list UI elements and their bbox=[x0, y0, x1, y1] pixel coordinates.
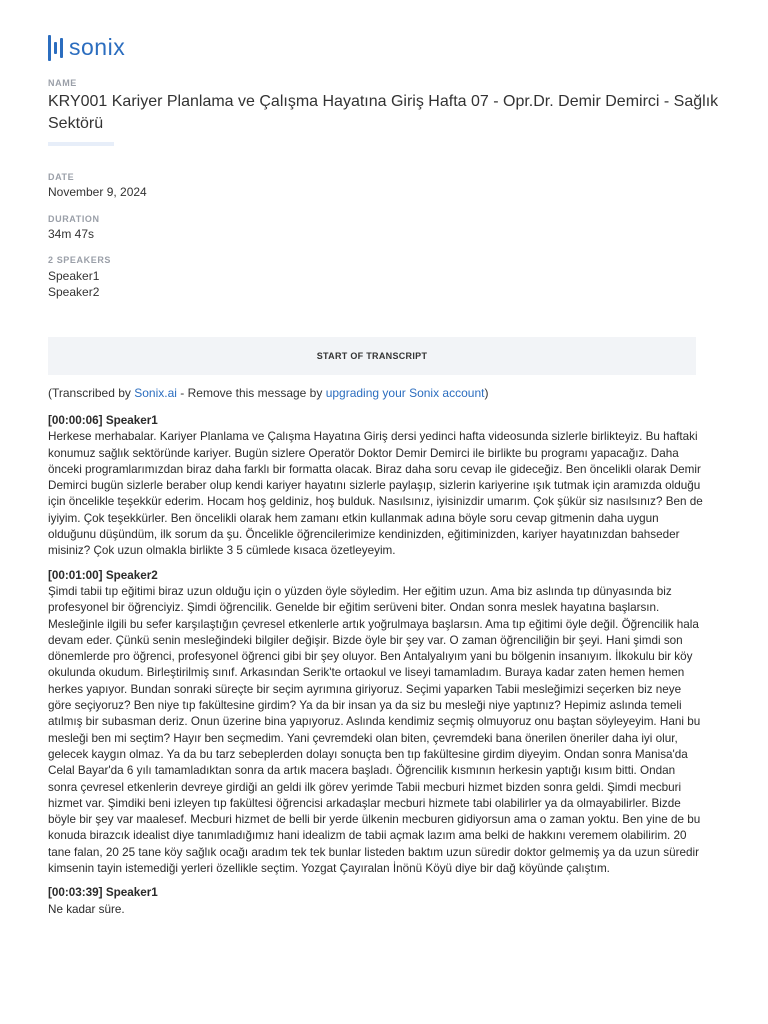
start-of-transcript-label: START OF TRANSCRIPT bbox=[316, 351, 428, 361]
name-label: NAME bbox=[48, 78, 77, 88]
segment-speaker: Speaker2 bbox=[105, 568, 158, 582]
sonix-link[interactable]: Sonix.ai bbox=[134, 386, 177, 400]
sonix-bars-icon bbox=[48, 35, 63, 61]
upgrade-account-link[interactable]: upgrading your Sonix account bbox=[325, 386, 485, 400]
transcript-body bbox=[48, 413, 704, 926]
duration-value: 34m 47s bbox=[48, 227, 95, 241]
segment-timestamp: [00:01:00] bbox=[48, 568, 103, 582]
title-underline bbox=[48, 142, 114, 146]
transcript-title: KRY001 Kariyer Planlama ve Çalışma Hayatına Giriş Hafta 07 - Opr.Dr. Demir Demirci - Sağlık Sektörü bbox=[48, 93, 719, 132]
transcript-segment bbox=[48, 885, 704, 918]
date-label: DATE bbox=[48, 172, 75, 182]
segment-text: Herkese merhabalar. Kariyer Planlama ve Çalışma Hayatına Giriş dersi yedinci hafta videosunda sizlerle birlikteyiz. Bu haftaki konumuz sağlık sektöründe kariyer. Bugün sizlere Operatör Doktor Demir Demirci ile birlikte bu programı yapacağız. Daha önceki programlarımızdan biraz daha farklı bir formatta olacak. Biraz daha soru cevap ile gideceğiz. Ben öncelikli olarak Demir Demirci bugün sizlerle beraber olup kendi kariyer hayatını sizlerle paylaşıp, sizlerin kariyerine ışık tutmak için aramızda olduğu için öncelikle teşekkür ederim. Hocam hoş geldiniz, hoş bulduk. Nasılsınız, iyisinizdir umarım. Çok şükür siz nasılsınız? Ben de iyiyim. Çok teşekkürler. Ben öncelikli olarak hem zamanı etkin kullanmak adına böyle soru cevap gitmenin daha uygun olduğunu düşündüm, ilk sorum da şu. Öncelikle öğrencilerimize kendinizden, eğitiminizden, kariyer hayatınızdan bahseder misiniz? Çok uzun olmakla birlikte 3 5 cümlede kısaca özetleyeyim. bbox=[48, 430, 703, 558]
transcript-segment bbox=[48, 413, 704, 560]
speakers-label: 2 SPEAKERS bbox=[48, 255, 112, 265]
credit-suffix: ) bbox=[484, 386, 489, 400]
speakers-list bbox=[48, 268, 99, 300]
segment-header bbox=[48, 413, 704, 429]
segment-timestamp: [00:00:06] bbox=[48, 414, 103, 427]
segment-text: Ne kadar süre. bbox=[48, 902, 125, 916]
start-of-transcript-banner bbox=[48, 337, 696, 375]
segment-speaker: Speaker1 bbox=[105, 414, 158, 427]
segment-timestamp: [00:03:39] bbox=[48, 886, 103, 900]
duration-label: DURATION bbox=[48, 214, 100, 224]
speaker-name: Speaker1 bbox=[48, 269, 100, 283]
segment-header bbox=[48, 568, 704, 584]
logo-text: sonix bbox=[69, 34, 126, 60]
transcription-credit bbox=[48, 386, 488, 400]
credit-prefix: (Transcribed by bbox=[48, 386, 135, 400]
segment-header bbox=[48, 885, 704, 901]
speaker-name: Speaker2 bbox=[48, 285, 100, 299]
transcript-segment bbox=[48, 568, 704, 878]
segment-text: Şimdi tabii tıp eğitimi biraz uzun olduğu için o yüzden öyle söyledim. Her eğitim uzun. Ama biz aslında tıp dünyasında biz profesyonel bir öğrenciyiz. Şimdi öğrencilik. Genelde bir eğitim serüveni biter. Ondan sonra meslek hayatına başlarsın. Mesleğinle ilgili bu sefer karşılaştığın çevresel etkenlerle artık yoğrulmaya başlarsın. Ama tıp eğitimi öyle değil. Öğrencilik hala devam eder. Çünkü senin mesleğindeki bilgiler değişir. Bizde öyle bir şey var. O zaman öğrenciliğin bir şeyi. Hani şimdi son dönemlerde pro öğrenci, profesyonel öğrenci gibi bir şey oluyor. Ben Antalyalıyım yani bu bölgenin insanıyım. İlkokulu bir köy okulunda okudum. Birleştirilmiş sınıf. Arkasından Serik'te ortaokul ve liseyi tamamladım. Buraya kadar zaten hemen hemen herkes yapıyor. Bundan sonraki süreçte bir seçim ayrımına giriyoruz. Seçimi yaparken Tabii mesleğimizi seçerken biz neye göre seçiyoruz? Ben niye tıp fakültesine girdim? Ya da bir insan ya da siz bu mesleği niye yaptınız? Hepimiz aslında temeli atılmış bir subasman deriz. Onun üzerine bina yapıyoruz. Aslında kendimiz seçmiş olmuyoruz onu baştan söyleyeyim. Hani bu mesleği ben mi seçtim? Hayır ben seçmedim. Yani çevremdeki olan biten, çevremdeki bana önerilen öneriler daha iyi olur, gelecek kaygın olmaz. Ya da bu tarz sebeplerden dolayı sonuçta ben tıp fakültesine girdim diyeyim. Ondan sonra Manisa'da Celal Bayar'da 6 yılı tamamladıktan sonra da artık macera başladı. Öğrencilik kısmının herkesin yaptığı kısım bitti. Ondan sonra çevresel etkenlerin devreye girdiği an geldi ilk görev yerimde Tabii mecburi hizmet bizden sonra geldi. Şimdi mecburi hizmet var. Şimdiki beni izleyen tıp fakültesi öğrencisi arkadaşlar mecburi hizmete tabi olabilirler ya da olmayabilirler. Bizde böyle bir şey var maalesef. Mecburi hizmet de belli bir yerde ülkenin mecburen gidiyorsun ama o zaman yoktu. Ben yine de bu konuda birazcık idealist diye tanımladığımız hani idealizm de tabii açmak lazım ama belki de hakkını veremem olabilirim. 20 tane falan, 20 25 tane köy sağlık ocağı aradım tek tek bunlar listeden baktım uzun süredir doktor gelmemiş ya da uzun süredir kimsenin tayin istemediği yerleri özellikle seçtim. Yozgat Çayıralan İnönü Köyü diye bir dağ köyünde çalıştım. bbox=[48, 584, 701, 876]
date-value: November 9, 2024 bbox=[48, 185, 147, 199]
segment-speaker: Speaker1 bbox=[105, 886, 158, 900]
sonix-logo[interactable] bbox=[48, 34, 125, 61]
credit-middle: - Remove this message by bbox=[176, 386, 326, 400]
